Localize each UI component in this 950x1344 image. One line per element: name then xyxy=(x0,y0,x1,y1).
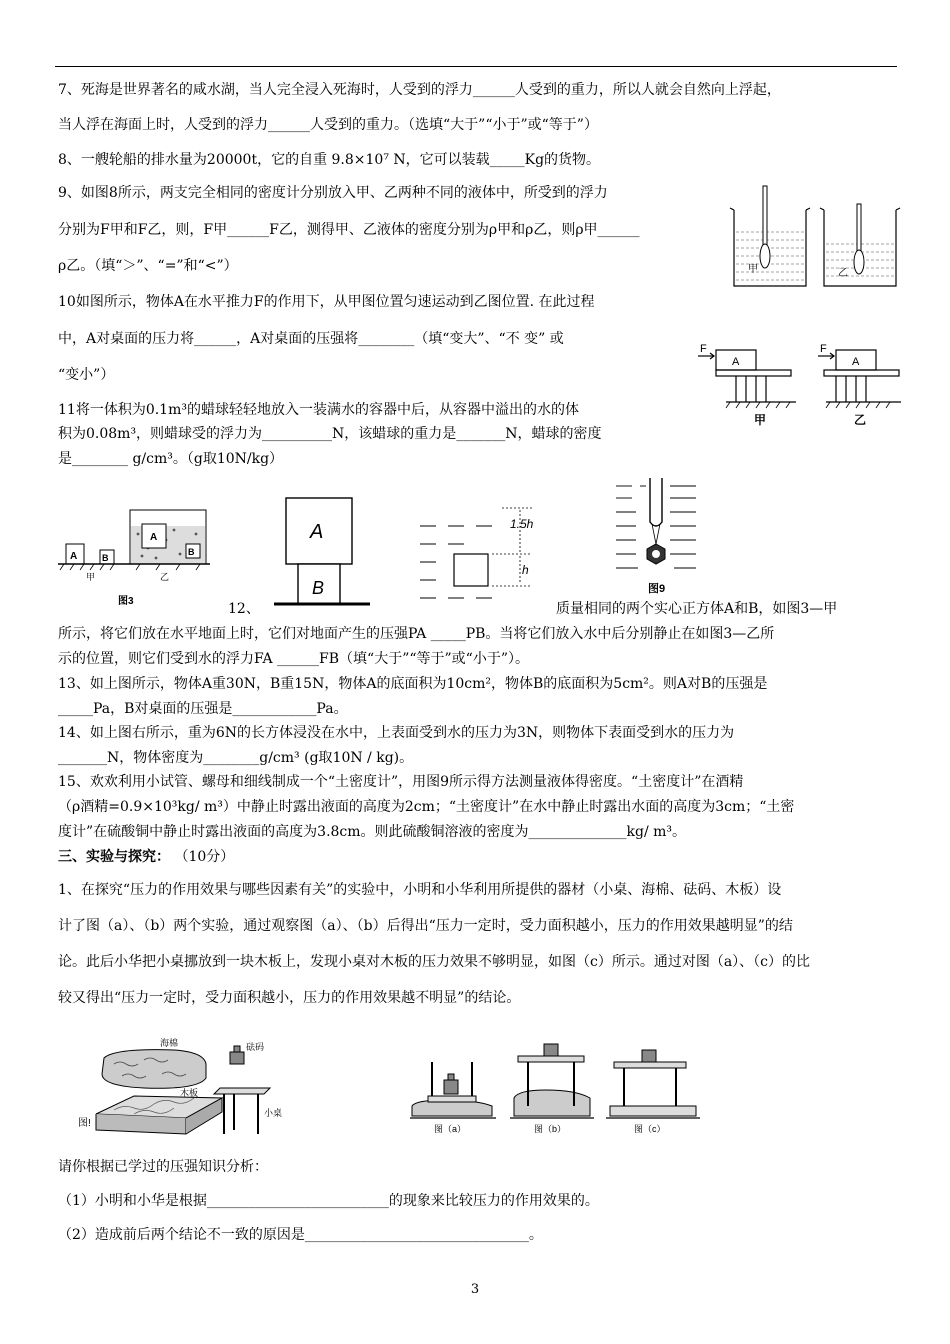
fig3-A-water: A xyxy=(150,532,158,543)
q9-line-1: 9、如图8所示，两支完全相同的密度计分别放入甲、乙两种不同的液体中，所受到的浮力 xyxy=(58,185,608,201)
fig8-label-yi: 乙 xyxy=(838,268,848,279)
q9-line-3: ρ乙。（填“＞”、“=”和“<”） xyxy=(58,258,238,274)
figure-stacked-AB xyxy=(268,494,380,612)
q13-line-1: 13、如上图所示，物体A重30N，B重15N，物体A的底面积为10cm²，物体B的底面积为5cm²。则A对B的压强是 xyxy=(58,676,768,692)
exp1-answer-1: （1）小明和小华是根据__________________________的现象来比较压力的作用效果的。 xyxy=(58,1193,599,1209)
stack-B-label: B xyxy=(312,578,325,598)
fig10-label-yi: 乙 xyxy=(854,413,867,427)
section-3-title: 三、实验与探究： xyxy=(58,849,170,865)
fig3-caption: 图3 xyxy=(118,596,134,607)
exp1-line-4: 较又得出“压力一定时，受力面积越小，压力的作用效果越不明显”的结论。 xyxy=(58,990,521,1006)
figure-submerged-block xyxy=(412,500,546,612)
q12-number: 12、 xyxy=(228,601,260,617)
q11-line-1: 11将一体积为0.1m³的蜡球轻轻地放入一装满水的容器中后，从容器中溢出的水的体 xyxy=(58,402,579,418)
q12-line-1: 质量相同的两个实心正方体A和B，如图3—甲 xyxy=(556,601,838,617)
figure-9-test-tube xyxy=(612,478,702,598)
q8-line-1: 8、一艘轮船的排水量为20000t，它的自重 9.8×10⁷ N，它可以装载_____Kg的货物。 xyxy=(58,152,601,168)
fig8-label-jia: 甲 xyxy=(748,264,758,275)
fig9-caption: 图9 xyxy=(648,583,666,595)
figure-10-block-table xyxy=(696,344,906,430)
exp1-answer-2: （2）造成前后两个结论不一致的原因是________________________________。 xyxy=(58,1227,543,1243)
label-mubang: 木板 xyxy=(180,1088,199,1098)
label-haimian: 海棉 xyxy=(160,1038,179,1048)
caption-fig-b: 图（b） xyxy=(534,1124,567,1134)
q12-line-2: 所示，将它们放在水平地面上时，它们对地面产生的压强PA _____PB。当将它们放入水中后分别静止在如图3—乙所 xyxy=(58,626,775,642)
q14-line-2: _______N，物体密度为________g/cm³ (g取10N / kg)。 xyxy=(58,750,414,766)
q13-line-2: _____Pa，B对桌面的压强是____________Pa。 xyxy=(58,701,348,717)
section-3-score: （10分） xyxy=(174,849,235,865)
q10-line-3: “变小”） xyxy=(58,367,115,383)
fig3-A-ground: A xyxy=(70,551,78,562)
caption-fig-a: 图（a） xyxy=(434,1124,467,1134)
q7-line-2: 当人浮在海面上时，人受到的浮力______人受到的重力。（选填“大于”“小于”或“等于”） xyxy=(58,117,598,133)
fig10-A-right: A xyxy=(852,356,860,368)
q9-line-2: 分别为F甲和F乙，则，F甲______F乙，测得甲、乙液体的密度分别为ρ甲和ρ乙，则ρ甲______ xyxy=(58,222,640,238)
figure-apparatus xyxy=(74,1038,284,1144)
exp1-line-3: 论。此后小华把小桌挪放到一块木板上，发现小桌对木板的压力效果不够明显，如图（c）所示。通过对图（a）、（c）的比 xyxy=(58,954,811,970)
q15-line-2: （ρ酒精=0.9×10³kg/ m³）中静止时露出液面的高度为2cm；“土密度计”在水中静止时露出水面的高度为3cm；“土密 xyxy=(58,799,795,815)
page-number: 3 xyxy=(470,1282,480,1297)
figure-3-cubes xyxy=(56,500,212,612)
label-tu: 图! xyxy=(78,1118,91,1129)
fig10-F-right: F xyxy=(820,344,827,355)
exp1-line-1: 1、在探究“压力的作用效果与哪些因素有关”的实验中，小明和小华利用所提供的器材（小桌、海棉、砝码、木板）设 xyxy=(58,882,782,898)
q12-line-3: 示的位置，则它们受到水的浮力FA ______FB（填“大于”“等于”或“小于”）。 xyxy=(58,651,530,667)
q15-line-1: 15、欢欢利用小试管、螺母和细线制成一个“土密度计”，用图9所示得方法测量液体得密度。“土密度计”在酒精 xyxy=(58,774,744,790)
label-xiaozhuo: 小桌 xyxy=(264,1108,283,1118)
top-rule xyxy=(55,66,897,67)
stack-A-label: A xyxy=(310,521,324,543)
exp1-ask: 请你根据已学过的压强知识分析： xyxy=(58,1159,268,1175)
fig10-F-left: F xyxy=(700,344,707,355)
q10-line-1: 10如图所示，物体A在水平推力F的作用下，从甲图位置匀速运动到乙图位置. 在此过程 xyxy=(58,294,595,310)
fig3-B-water: B xyxy=(188,547,195,557)
fig10-A-left: A xyxy=(732,356,740,368)
q11-line-3: 是________ g/cm³。（g取10N/kg） xyxy=(58,451,284,467)
q11-line-2: 积为0.08m³，则蜡球受的浮力为__________N，该蜡球的重力是_______N，蜡球的密度 xyxy=(58,426,602,442)
fig3-label-yi: 乙 xyxy=(160,572,170,582)
section-3-heading xyxy=(58,847,234,867)
fig10-label-jia: 甲 xyxy=(754,413,767,427)
q10-line-2: 中，A对桌面的压力将______，A对桌面的压强将________（填“变大”、“不 变” 或 xyxy=(58,331,564,347)
exp1-line-2: 计了图（a）、（b）两个实验，通过观察图（a）、（b）后得出“压力一定时，受力面积越小，压力的作用效果越明显”的结 xyxy=(58,918,793,934)
figure-8-hydrometers xyxy=(726,182,902,292)
fig3-label-jia: 甲 xyxy=(86,572,96,582)
figure-abc xyxy=(406,1040,706,1136)
q7-line-1: 7、死海是世界著名的咸水湖，当人完全浸入死海时，人受到的浮力______人受到的重力，所以人就会自然向上浮起， xyxy=(58,82,781,98)
caption-fig-c: 图（c） xyxy=(634,1124,666,1134)
q15-line-3: 度计”在硫酸铜中静止时露出液面的高度为3.8cm。则此硫酸铜溶液的密度为______________kg/ m³。 xyxy=(58,824,687,840)
fig3-B-ground: B xyxy=(102,553,109,563)
label-h: h xyxy=(522,563,529,577)
label-1-5h: 1.5h xyxy=(510,517,534,531)
label-famao: 砝码 xyxy=(246,1042,265,1052)
q14-line-1: 14、如上图右所示，重为6N的长方体浸没在水中，上表面受到水的压力为3N，则物体下表面受到水的压力为 xyxy=(58,725,735,741)
